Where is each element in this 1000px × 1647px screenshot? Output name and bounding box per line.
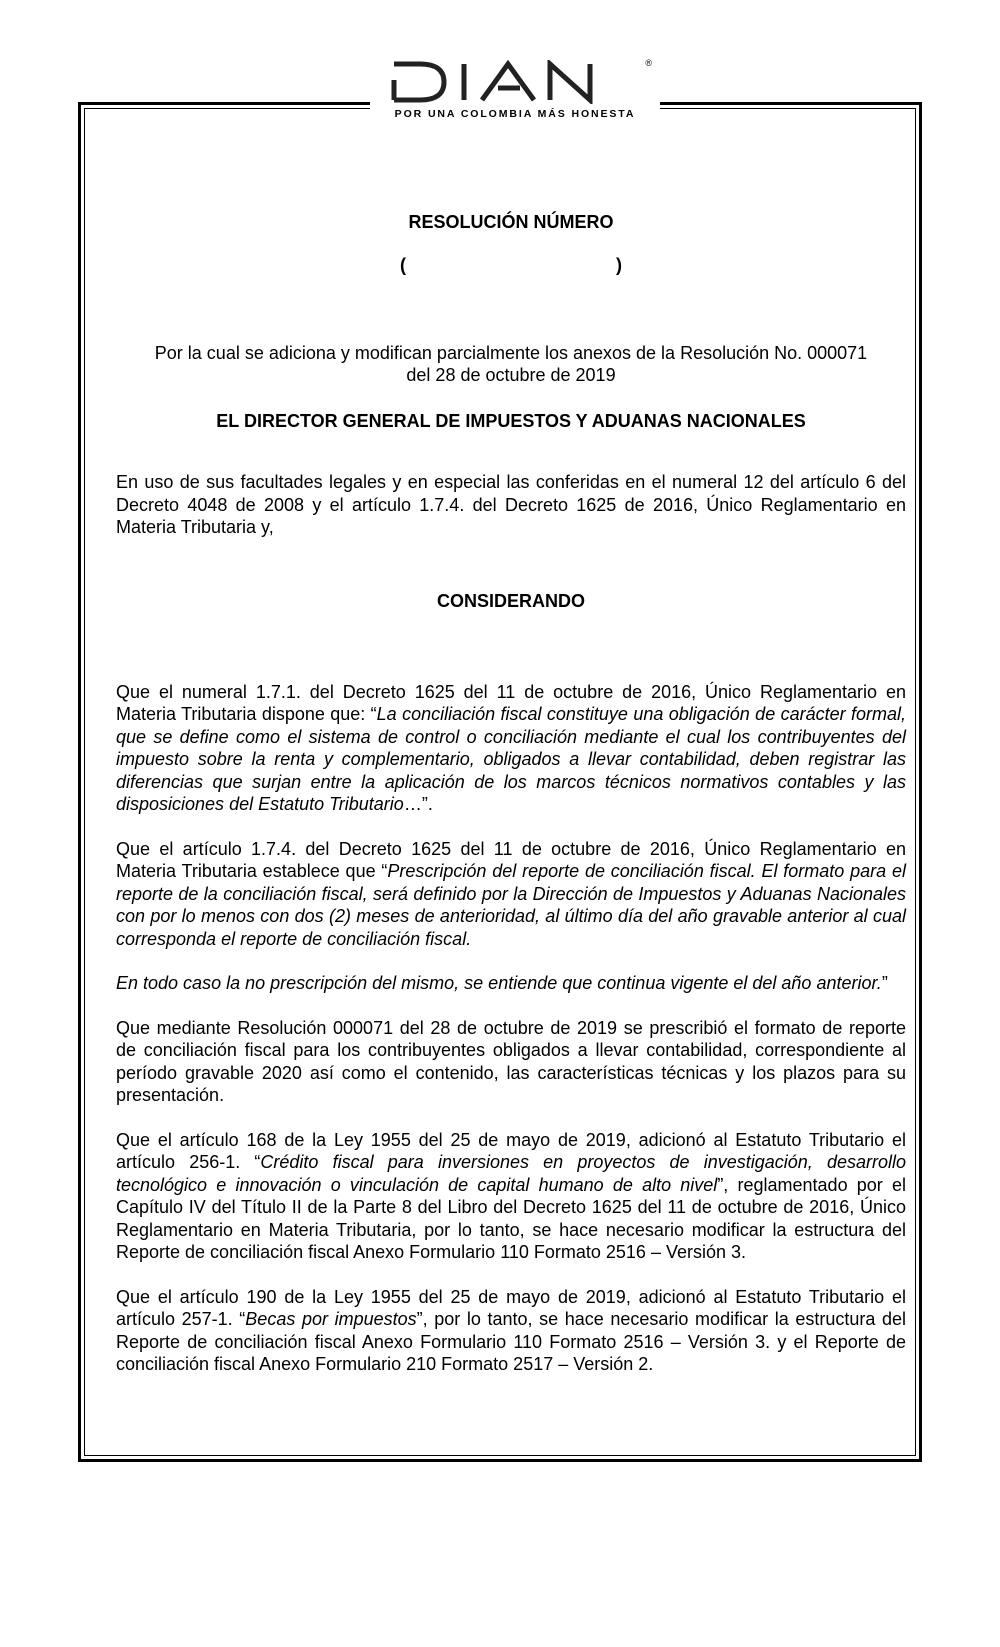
paragraph-1: Que el numeral 1.7.1. del Decreto 1625 del 11 de octubre de 2016, Único Reglamentario en Materia Tributaria dispone que: “La conciliación fiscal constituye una obligación de carácter formal, que se define como el sistema de control o conciliación mediante el cual los contribuyentes del impuesto sobre la renta y complementario, obligados a llevar contabilidad, deben registrar las diferencias que surjan entre la aplicación de los marcos técnicos normativos contables y las disposiciones del Estatuto Tributario…”. xyxy=(116,681,907,814)
document-body xyxy=(116,205,906,1376)
considerando-heading: CONSIDERANDO xyxy=(436,590,585,611)
dian-wordmark-icon xyxy=(390,60,640,104)
issuing-authority: EL DIRECTOR GENERAL DE IMPUESTOS Y ADUANAS NACIONALES xyxy=(216,411,806,431)
dian-logo xyxy=(370,60,660,132)
paragraph-4: Que mediante Resolución 000071 del 28 de octubre de 2019 se prescribió el formato de reporte de conciliación fiscal para los contribuyentes obligados a llevar contabilidad, correspondiente al período gravable 2020 así como el contenido, las características técnicas y los plazos para su presentación. xyxy=(116,1017,906,1105)
paragraph-6: Que el artículo 190 de la Ley 1955 del 25 de mayo de 2019, adicionó al Estatuto Tributario el artículo 257-1. “Becas por impuestos”, por lo tanto, se hace necesario modificar la estructura del Reporte de conciliación fiscal Anexo Formulario 110 Formato 2516 – Versión 3. y el Reporte de conciliación fiscal Anexo Formulario 210 Formato 2517 – Versión 2. xyxy=(116,1286,906,1374)
registered-mark: ® xyxy=(645,58,652,68)
resolution-title: RESOLUCIÓN NÚMERO xyxy=(408,212,614,232)
paragraph-2: Que el artículo 1.7.4. del Decreto 1625 del 11 de octubre de 2016, Único Reglamentario en Materia Tributaria establece que “Prescripción del reporte de conciliación fiscal. El formato para el reporte de la conciliación fiscal, será definido por la Dirección de Impuestos y Aduanas Nacionales con por lo menos con dos (2) meses de anterioridad, al último día del año gravable anterior al cual corresponda el reporte de conciliación fiscal. xyxy=(116,838,906,949)
resolution-subtitle xyxy=(116,342,906,386)
logo-tagline: POR UNA COLOMBIA MÁS HONESTA xyxy=(394,108,636,120)
intro-paragraph: En uso de sus facultades legales y en especial las conferidas en el numeral 12 del artículo 6 del Decreto 4048 de 2008 y el artículo 1.7.4. del Decreto 1625 de 2016, Único Reglamentario en Materia Tributaria y, xyxy=(116,472,906,537)
paragraph-3: En todo caso la no prescripción del mismo, se entiende que continua vigente el del año anterior.” xyxy=(116,973,888,993)
resolution-number: ( ) xyxy=(400,255,622,275)
subtitle-line-1: Por la cual se adiciona y modifican parcialmente los anexos de la Resolución No. 000071 xyxy=(154,343,868,363)
paragraph-5: Que el artículo 168 de la Ley 1955 del 25 de mayo de 2019, adicionó al Estatuto Tributario el artículo 256-1. “Crédito fiscal para inversiones en proyectos de investigación, desarrollo tecnológico e innovación o vinculación de capital humano de alto nivel”, reglamentado por el Capítulo IV del Título II de la Parte 8 del Libro del Decreto 1625 del 11 de octubre de 2016, Único Reglamentario en Materia Tributaria, por lo tanto, se hace necesario modificar la estructura del Reporte de conciliación fiscal Anexo Formulario 110 Formato 2516 – Versión 3. xyxy=(116,1129,906,1262)
subtitle-line-2: del 28 de octubre de 2019 xyxy=(406,365,616,385)
